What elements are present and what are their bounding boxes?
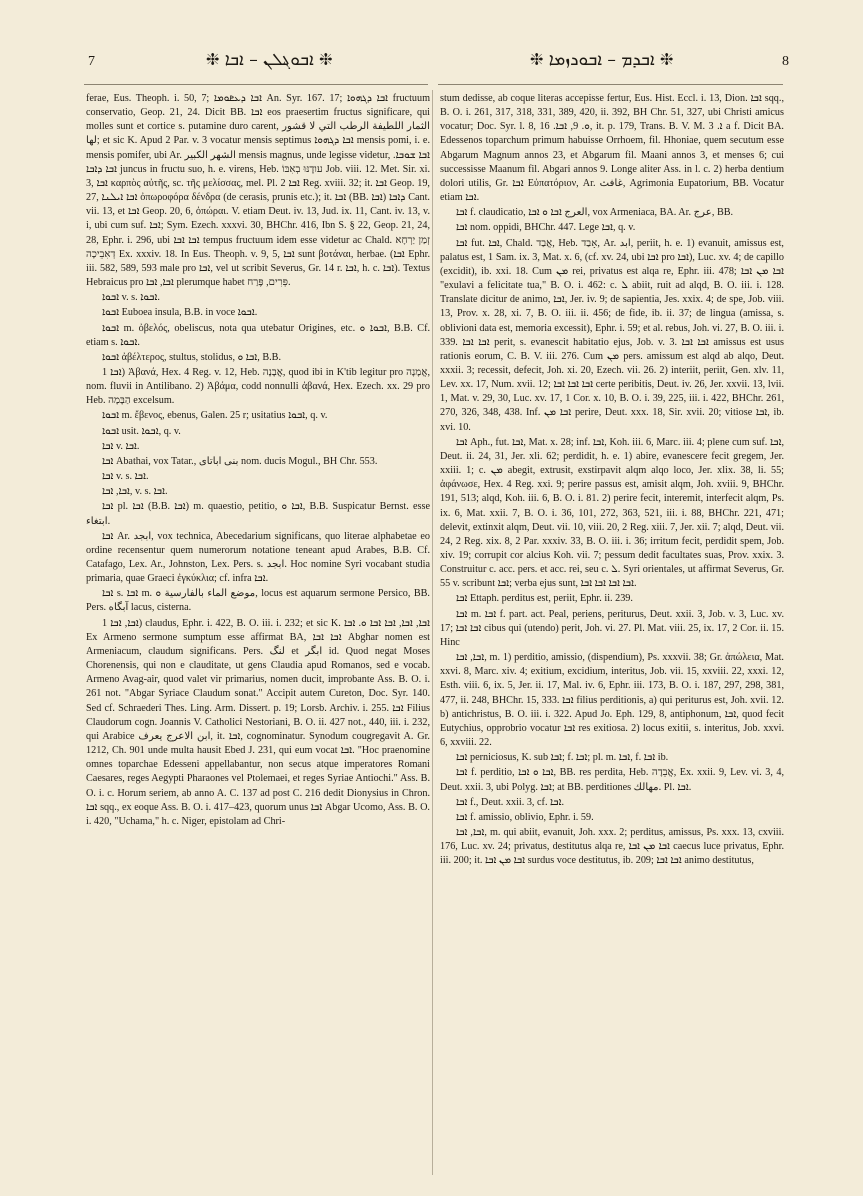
dictionary-entry: ܐܒܐ, ܐܒܐ, m. 1) perditio, amissio, (dispendium), Ps. xxxvii. 38; Gr. ἀπώλεια, Mat. xxvi. 8, Marc. xiv. 4; exitium, excidium, interitus, Job. vii. 15, xxviii. 22, xxxi. 12, Esth. viii. 6, ix. 5, Jer. ii. 17, Mal. iv. 6, Ephr. iii. 173, B. O. i. 187, 297, 298, 381, 477, ii. 248, BHChr. 15, 333. ܐܒܐ filius perditionis, a) qui periturus est, Joh. xvii. 12. b) antichristus, B. O. iii. i. 322. Apud Jo. Eph. 129, 8, antiphonum, ܐܒܐ, quod fecit Eutychius, opprobrio vocatur ܐܒܐ res exitiosa. 2) locus exitii, s. interitus, Job. xxvi. 6, xxviii. 22. <box>440 652 784 749</box>
left-page-number: 7 <box>88 54 95 69</box>
left-column <box>86 92 430 1172</box>
dictionary-entry: ܐܒܐ Ar. ابجد, vox technica, Abecedarium significans, quo literae alphabetae eo ordine recensentur quem numerorum notatione teneant apud Arabes, B.B. Cf. Catafago, Lex. Ar., Johnston, Lex. Pers. s. ابجد. Hoc nomine Syri vocabant studia primaria, quae Graeci ἐγκύκλια; cf. infra ܐܒܐ. <box>86 530 430 585</box>
dictionary-entry: ܐܒܐ f., Deut. xxii. 3, cf. ܐܒܐ. <box>456 796 565 808</box>
right-running-head: ❈ ܐܒܕܡ – ܐܒܘܖܙܡܐ ❈ <box>530 50 674 70</box>
left-running-head: ❈ ܐܒܘܔܠܢ – ܐܒܐ ❈ <box>206 50 333 70</box>
left-header-rule <box>84 84 428 85</box>
dictionary-entry: ܐܒܐ perniciosus, K. sub ܐܒܐ; f. ܐܒܐ; pl. m. ܐܒܐ, f. ܐܒܐ ib. <box>456 752 669 764</box>
dictionary-entry: stum dedisse, ab coque literas accepisse fertur, Eus. Hist. Eccl. i. 13, Dion. ܐܒܐ sqq., B. O. i. 261, 317, 318, 331, 389, 420, ii. 392, BH Chr. 51, 327, ubi Christi amicus vocatur; Doc. Syr. l. 8, ܘ. 9, ܐܒܐ. 16, it. p. 179, Trans. B. V. M. ܐ. 3 a f. Dicit BA. Edessenos toparchum primum habuisse Orrhoem, fil. Hhoniae, quem secutum esse Abgarum Magnum annos 23, et Abgarum fil. Maani annos 3, et menses 6; cui successisse Maanum fil. Abgari annos 9. Longe aliter Ass. in l. c. 2) herba dentium dolori utilis, Gr. ܐܒܐ Εὐπατόριον, Ar. غافث, Agrimonia Eupatorium, BB. Vocatur etiam ܐܒܐ. <box>440 93 784 204</box>
dictionary-entry: ferae, Eus. Theoph. i. 50, 7; ܐܒܐ ܕܥܧܘܡܐ An. Syr. 167. 17; ܐܒܐ ܕܓܗܘܐ fructuum conservatio, Geop. 21, 24. Dicit BB. ܐܒܐ eos praesertim fructus significare, qui molles sunt et cortice s. putamine duro carent, الثمار اللطيفة الرطب التي لا قشور لها; et sic K. Apud 2 Par. v. 3 vocatur mensis septimus ܐܒܐ ܕܓܗܘܐ mensis pomi, i. e. mensis pomifer, ubi Ar. الشهر الكبير mensis magnus, unde legisse videtur, ܐܒܐ ܫܘܒܐ. ܐܒܐ ܕܐܒܐ juncus in fructu suo, h. e. virens, Heb. עודֶנּוּ בְאִבּוֹ Job. viii. 12. Met. Sir. xi. 3, ܐܒܐ καρπὸς αὐτῆς, sc. τῆς μελίσσας, mel. Pl. ܐܒܐ 2 Reg. xviii. 32; it. ܐܒܐ Geop. 19, 27, ܐܒܐ ܐܝܠܢܐ ὀπωροφόρα δένδρα (de cerasis, prunis etc.); it. ܐܒܐ (BB. ܐܒܐ) ܕܐܒܐ Cant. vii. 13, et ܐܒܐ Geop. 20, 6, ὀπώραι. V. etiam Deut. iv. 13, Jud. ix. 11, Cant. iv. 13, v. i, ubi cum suf. ܐܒܐ; Sym. Ezech. xxxvi. 30, BHChr. 416, Ibn S. § 22, Geop. 21, 24, 28, Ephr. i. 296, ubi ܐܒܐ ܐܒܐ tempus fructuum idem esse videtur ac Chald. זְמַן יַרְחָא דְאִבֵיכָה Ex. xxxiv. 18. In Eus. Theoph. v. 9, 5, ܐܒܐ sunt βοτάναι, herbae. (ܐܒܐ Ephr. iii. 582, 589, 593 male pro ܐܒܐ, vel ut scribit Severus, Gr. 14 r. ܐܒܐ, h. c. ܐܒܐ). Textus Hebraicus pro ܐܒܐ, ܐܒܐ plerumque habet פְּרִים, פֶּרַח. <box>86 93 430 289</box>
dictionary-entry: ܐܒܐ Abathai, vox Tatar., بنى اباتاى nom. ducis Mogul., BH Chr. 553. <box>102 455 378 467</box>
column-divider <box>432 90 433 1175</box>
dictionary-entry: ܐܒܐ m. ܐܒܐ f. part. act. Peal, periens, periturus, Deut. xxii. 3, Job. v. 3, Luc. xv. 17; ܐܒܐ ܐܒܐ cibus qui (utendo) perit, Joh. vi. 27. Pl. Mat. viii. 25, ix. 17, 2 Cor. ii. 15. Hinc <box>440 608 784 648</box>
dictionary-entry: ܐܒܐ nom. oppidi, BHChr. 447. Lege ܐܒܐ, q. v. <box>456 222 636 234</box>
dictionary-entry: ܐܒܘܐ v. s. ܐܒܘܐ. <box>102 292 160 304</box>
dictionary-entry: ܐܒܐ, ܐܒܐ 1) claudus, Ephr. i. 422, B. O. iii. i. 232; et sic K. ܐܒܐ, ܐܒܐ, ܐܒܐ ܐܒܐ ܘ. ܐܒܐ Ex Armeno sermone sumptum esse affirmat BA, ܐܒܐ ܐܒܐ Abghar nomen est Armeniacum, claudum significans. Pers. لنگ et ابگر id. Quod negat Moses Chorenensis, qui non e clauditate, ut gens Claudia apud Romanos, sed e vocab. Armeno Avag-air, quod valet vir primarius, nomen ducit, improbante Ass. B. O. i. 261 not. "Abgar Syriace Claudum sonat." Accipit autem Cureton, Doc. Syr. 140. Sed cf. Schraederi Thes. Ling. Arm. Dissert. p. 19; Lorsb. Archiv. i. 255. ܐܒܐ Filius Claudorum cogn. Joannis V. Catholici Nestoriani, B. O. ii. 427 not., 440, iii. i. 232, qui Arabice ابن الاعرج یعرف, it. ܐܒܐ, cognominatur. Synodum cougregavit A. Gr. 1212, Ch. 901 unde multa hausit Ebed J. 231, qui eum vocat ܐܒܐ. "Hoc praenomine omnes toparchae Edesseni appellabantur, non secus atque imperatores Romani Caesares, reges Aegypti Pharaones vel Ptolemaei, et reges Syriae Antiochi." Ass. B. O. i. c. Horum seriem, ab anno A. C. 137 ad post C. 216 dedit Dionysius in Chron. ܐܒܐ sqq., ex eoque Ass. B. O. i. 417–423, quorum unus ܐܒܐ Abgar Ucomo, Ass. B. O. i. 420, "Uchama," h. c. Niger, epistolam ad Chri- <box>86 617 430 827</box>
dictionary-entry: ܐܒܐ s. ܐܒܐ m. موضع الماء بالفارسية ܘ, locus est aquarum sermone Persico, BB. Pers. آبگاه lacus, cisterna. <box>86 588 430 614</box>
right-column <box>440 92 784 1172</box>
dictionary-entry: ܐܒܐ v. s. ܐܒܐ. <box>102 471 149 483</box>
dictionary-entry: ܐܒܐ f. amissio, oblivio, Ephr. i. 59. <box>456 811 594 823</box>
dictionary-entry: ܐܒܐ fut. ܐܒܐ, Chald. אֲבַד, Heb. אָבַד, Ar. ابد, periit, h. e. 1) evanuit, amissus est, palatus est, 1 Sam. ix. 3, Mat. x. 6, (cf. xv. 24, ubi ܐܒܐ pro ܐܒܐ), Luc. xv. 4; de capillo (excidit), ib. xxi. 18. Cum ܡܢ rei, privatus est alqa re, Ephr. iii. 478; ܐܒܐ ܡܢ ܐܒܐ "exulavi a felicitate tua," B. O. i. 462: c. ܠ abiit, ruit ad alqd, B. O. iii. i. 128. Translate dicitur de animo, ܐܒܐ, Jer. iv. 9; de sapientia, Jes. xxix. 4; de spe, Job. viii. 13, Prov. x. 28, xi. 7, B. O. iii. ii. 456; de fide, ib. ii. 37; de lingua (amissa, s. oblivioni data est, memoria excessit), Ephr. i. 59; et al. rebus, Joh. vi. 27, B. O. iii. i. 339. ܐܒܐ ܐܒܐ perit, s. evanescit habitatio ejus, Job. v. 3. ܐܒܐ ܐܒܐ amissus est usus rationis eorum, C. B. V. iii. 276. Cum ܡܢ pers. amissum est alqd ab alqo, Deut. xxxii. 3; recessit, defecit, Joh. xi. 20, Ezech. vii. 26. 2) interiit, periit, Gen. xlv. 11, Lev. xx. 17, Num. xvii. 12; ܐܒܐ ܐܒܐ ܐܒܐ certe peribitis, Deut. iv. 26, Jer. xxvii. 13, lvii. 1, Mat. v. 29, 30, Luc. xv. 17, 1 Cor. x. 10, B. O. i. 39, 225, iii. i. 422, BHChr. 261, 270, 326, 348, 438. Inf. ܐܒܐ ܡܢ perire, Deut. xxx. 18, Sir. xvii. 20; vitiose ܐܒܐ, ib. xvi. 10. <box>440 237 784 433</box>
dictionary-entry: ܐܒܐ pl. ܐܒܐ (B.B. ܐܒܐ) m. quaestio, petitio, ܐܒܐ ܘ, B.B. Suspicatur Bernst. esse ابتغاء. <box>86 501 430 527</box>
dictionary-entry: ܐܒܐ f. claudicatio, العرج ܐܒܐ ܘ ܐܒܐ, vox Armeniaca, BA. Ar. عرج, BB. <box>456 207 734 219</box>
dictionary-entry: ܐܒܘܐ Euboea insula, B.B. in voce ܐܒܘܐ. <box>102 307 258 319</box>
dictionary-entry: ܐܒܐ, ܐܒܐ, m. qui abiit, evanuit, Joh. xxx. 2; perditus, amissus, Ps. xxx. 13, cxviii. 176, Luc. xv. 24; privatus, destitutus alqa re, ܐܒܐ ܡܢ ܐܒܐ caecus luce privatus, Ephr. iii. 200; it. ܐܒܐ ܡܢ ܐܒܐ surdus voce destitutus, ib. 209; ܐܒܐ ܐܒܐ animo destitutus, <box>440 826 784 867</box>
dictionary-entry: ܐܒܐ 1) Ἀβανά, Hex. 4 Reg. v. 12, Heb. אֲבָנָה, quod ibi in K'tib legitur pro אֲמָנָה, nom. fluvii in Antilibano. 2) Ἀβάμα, codd nonnulli ἀβανά, Hex. Ezech. xx. 29 pro Heb. הַבָּמָה excelsum. <box>86 366 430 407</box>
dictionary-entry: ܐܒܘܐ m. ὀβελός, obeliscus, nota qua utebatur Origines, etc. ܐܒܘܐ ܘ, B.B. Cf. etiam s. ܐܒܘܐ. <box>86 322 430 348</box>
right-header-rule <box>438 84 783 85</box>
dictionary-entry: ܐܒܐ Aph., fut. ܐܒܐ, Mat. x. 28; inf. ܐܒܐ, Koh. iii. 6, Marc. iii. 4; plene cum suf. ܐܒܐ, Deut. ii. 24, 31, Jer. xli. 62; perdidit, h. e. 1) abire, evanescere fecit gregem, Jer. xxiii. 1; c. ܡܢ abegit, extrusit, exstirpavit alqm alqo loco, Jer. xlix. 38, li. 55; ἀφάνωσε, Hex. 4 Reg. xxi. 9; perire passus est, amisit alqm, Joh. xviii. 9, BHChr. 191, 513; alqd, Koh. iii. 6, B. O. i. 81. 2) perire fecit, interemit, interfecit alqm, Ps. ix. 6, Mat. xxii. 7, B. O. i. 36, 101, 272, 363, 521, iii. i. 88, BHChr. 221, 471; delevit, extinxit alqm, Deut. vii. 10, viii. 20, 2 Reg. xiii. 7, Jer. xii. 7; alqd, Deut. vii. 24, 2 Reg. xix. 8, 2 Par. xxxiv. 33, B. O. iii. i. 36; irritum fecit, perdidit spem, Job. xiv. 19; corrupit cor alcius Koh. vii. 7; pessum dedit facultates suas, Prov. xxix. 3. Construitur c. acc. pers. et acc. rei, seu c. ܠ. Syri orientales, ut affirmat Severus, Gr. 55 v. scribunt ܐܒܐ; verba ejus sunt, ܐܒܐ ܐܒܐ ܐܒܐ ܐܒܐ. <box>440 436 784 590</box>
right-page-number: 8 <box>782 54 789 69</box>
dictionary-entry: ܐܒܐ Ettaph. perditus est, periit, Ephr. ii. 239. <box>456 593 633 605</box>
dictionary-entry: ܐܒܐ f. perditio, ܐܒܐ ܘ ܐܒܐ, BB. res perdita, Heb. אֲבֵדָה, Ex. xxii. 9, Lev. vi. 3, 4, Deut. xxii. 3, ubi Polyg. ܐܒܐ; at BB. perditiones مهالك. Pl. ܐܒܐ. <box>440 767 784 793</box>
dictionary-entry: ܐܒܐ, ܐܒܐ, v. s. ܐܒܐ. <box>102 486 168 498</box>
dictionary-entry: ܐܒܐ v. ܐܒܐ. <box>102 440 140 452</box>
dictionary-entry: ܐܒܘܐ usit. ܐܒܘܐ, q. v. <box>102 425 181 437</box>
page-header <box>0 28 863 68</box>
dictionary-entry: ܐܒܘܐ ἀβέλτερος, stultus, stolidus, ܐܒܐ ܘ, B.B. <box>102 351 282 363</box>
dictionary-entry: ܐܒܘܐ m. ἔβενος, ebenus, Galen. 25 r; usitatius ܐܒܘܐ, q. v. <box>102 410 328 422</box>
